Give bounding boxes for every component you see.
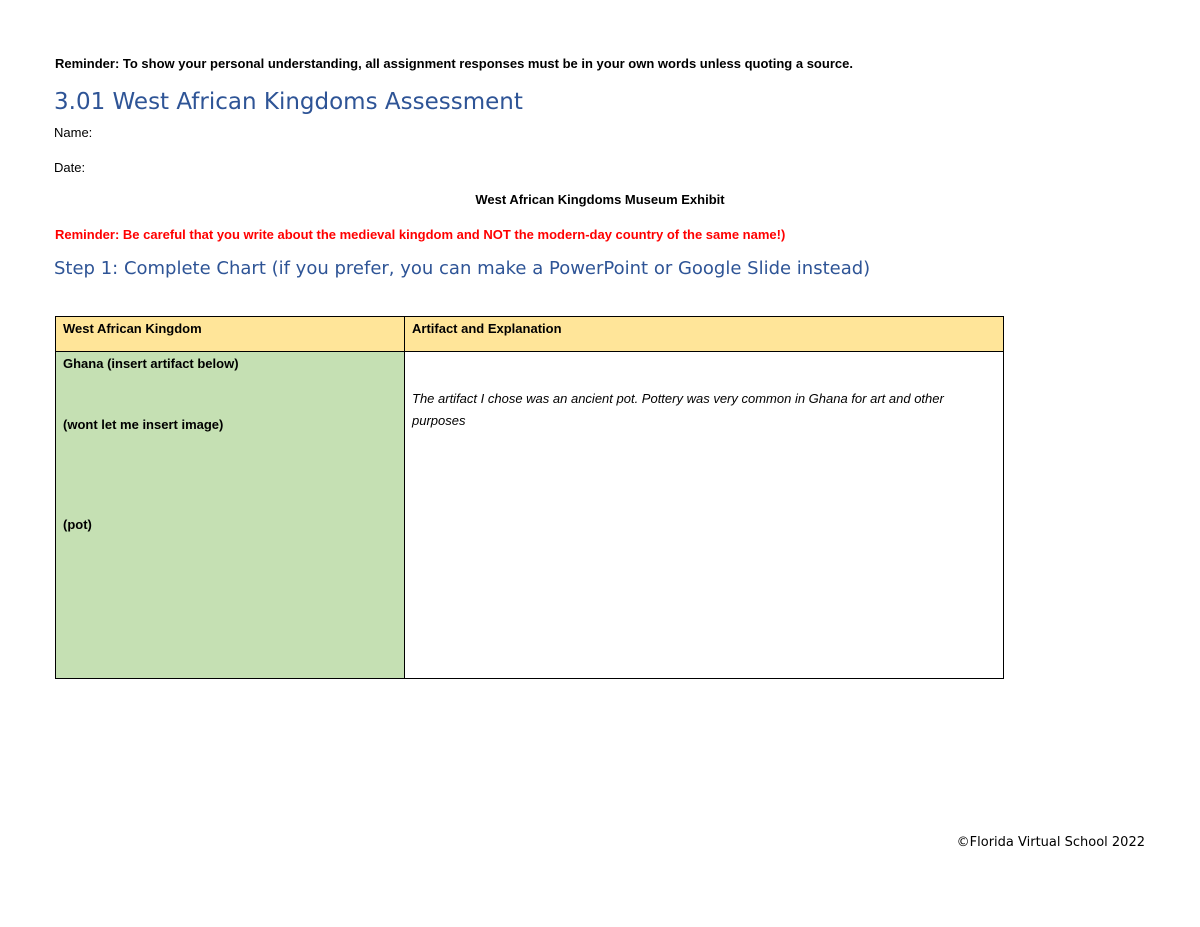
header-artifact: Artifact and Explanation [405, 317, 1004, 352]
copyright-footer: ©Florida Virtual School 2022 [956, 835, 1145, 850]
exhibit-heading: West African Kingdoms Museum Exhibit [475, 192, 725, 207]
name-label: Name: [54, 125, 93, 140]
artifact-explanation: The artifact I chose was an ancient pot. Pottery was very common in Ghana for art and other purposes [412, 391, 944, 428]
kingdom-name-line: Ghana (insert artifact below) [63, 356, 239, 371]
kingdom-chart-table [55, 316, 1004, 679]
step-1-heading: Step 1: Complete Chart (if you prefer, you can make a PowerPoint or Google Slide instead) [54, 258, 871, 279]
date-label: Date: [54, 160, 86, 175]
table-header-row [56, 317, 1004, 352]
kingdom-cell[interactable] [56, 352, 405, 679]
header-kingdom: West African Kingdom [56, 317, 405, 352]
artifact-note-line: (pot) [63, 517, 92, 532]
document-title: 3.01 West African Kingdoms Assessment [54, 89, 523, 115]
top-reminder: Reminder: To show your personal understanding, all assignment responses must be in your own words unless quoting a source. [55, 56, 853, 71]
image-note-line: (wont let me insert image) [63, 417, 224, 432]
medieval-reminder: Reminder: Be careful that you write about the medieval kingdom and NOT the modern-day country of the same name!) [55, 227, 786, 242]
artifact-cell[interactable] [405, 352, 1004, 679]
table-row [56, 352, 1004, 679]
